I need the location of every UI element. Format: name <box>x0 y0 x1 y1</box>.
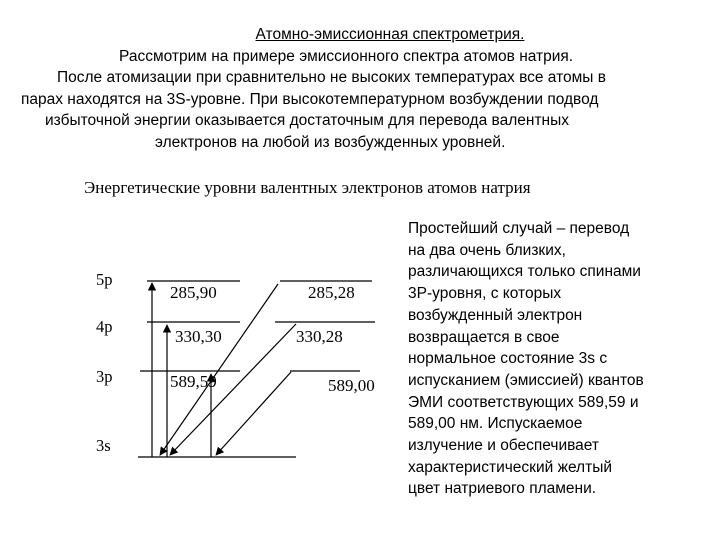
wavelength-3p-right: 589,00 <box>328 376 375 395</box>
intro-line: избыточной энергии оказывается достаточным для перевода валентных <box>45 112 569 129</box>
level-label-3p: 3p <box>96 367 113 386</box>
level-label-5p: 5p <box>96 270 113 289</box>
side-text-line: 3Р-уровня, с которых <box>408 285 562 303</box>
side-text-line: различающихся только спинами <box>408 263 641 281</box>
emission-arrow-5p-to-3s <box>160 284 278 455</box>
wavelength-3p-left: 589,59 <box>170 372 217 391</box>
side-text-line: излучение и обеспечивает <box>408 437 600 455</box>
level-label-4p: 4p <box>96 317 113 336</box>
wavelength-5p-left: 285,90 <box>170 283 217 302</box>
side-text-line: нормальное состояние 3s с <box>408 350 608 368</box>
emission-arrow-3p-to-3s <box>216 372 291 455</box>
wavelength-4p-right: 330,28 <box>296 327 343 346</box>
side-explanation <box>408 218 708 500</box>
wavelength-4p-left: 330,30 <box>175 327 222 346</box>
side-text-line: цвет натриевого пламени. <box>408 480 597 498</box>
side-text-line: возбужденный электрон <box>408 306 583 324</box>
side-text-line: ЭМИ соответствующих 589,59 и <box>408 393 639 411</box>
level-label-3s: 3s <box>96 436 111 455</box>
side-text-line: возвращается в свое <box>408 328 560 346</box>
side-text-line: испусканием (эмиссией) квантов <box>408 371 644 389</box>
intro-line: парах находятся на 3S-уровне. При высокотемпературном возбуждении подвод <box>21 90 599 108</box>
side-text-line: Простейший случай – перевод <box>408 220 630 237</box>
diagram-title: Энергетические уровни валентных электронов атомов натрия <box>84 178 531 197</box>
slide-title: Атомно-эмиссионная спектрометрия. <box>255 26 525 43</box>
side-text-line: на два очень близких, <box>408 241 566 259</box>
intro-line: Рассмотрим на примере эмиссионного спектра атомов натрия. <box>119 47 574 65</box>
intro-line: электронов на любой из возбужденных уровней. <box>155 133 506 151</box>
intro-line: После атомизации при сравнительно не высоких температурах все атомы в <box>57 69 606 86</box>
side-text-line: 589,00 нм. Испускаемое <box>408 415 583 433</box>
wavelength-5p-right: 285,28 <box>308 283 355 302</box>
side-text-line: характеристический желтый <box>408 458 612 476</box>
